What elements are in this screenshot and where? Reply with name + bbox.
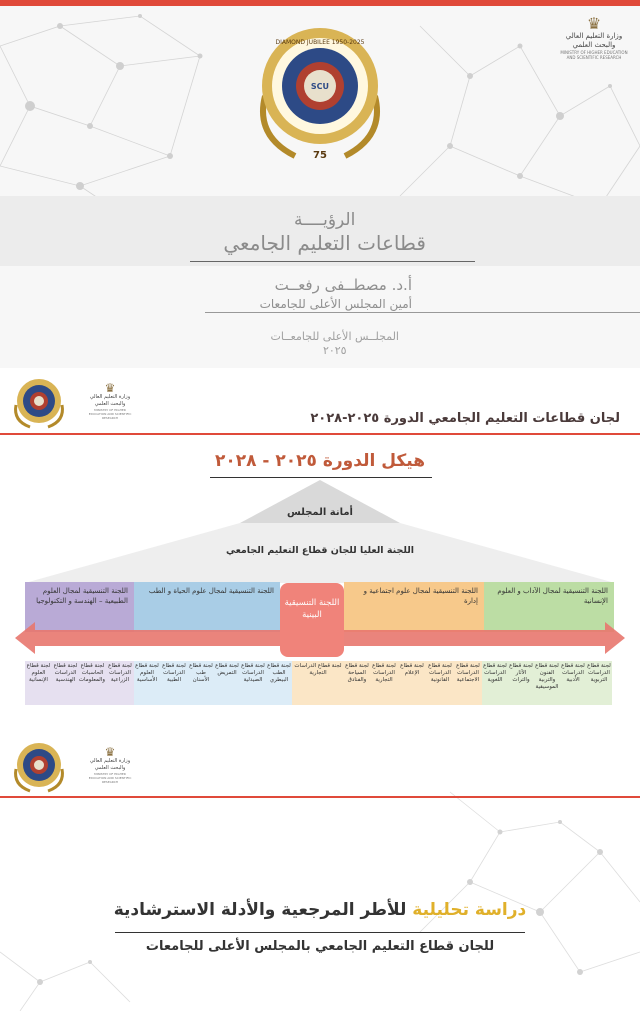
coord-committee-social: اللجنة التنسيقية لمجال علوم اجتماعية و إدارة [344,582,484,632]
jubilee-emblem [245,26,395,166]
sector-committee: لجنة قطاع الإعلام [398,661,426,705]
sector-committee: لجنة قطاع الدراسات التجارية [292,661,344,705]
jubilee-banner: DIAMOND JUBILEE 1950-2025 [275,39,365,46]
study-title-rest: للأطر المرجعية والأدلة الاسترشادية [113,900,407,920]
sector-committee: لجنة قطاع طب الأسنان [188,661,214,705]
footer-org: المجلــس الأعلى للجامعــات [270,330,399,343]
sector-committee: لجنة قطاع الدراسات التجارية [370,661,398,705]
slide1-title [223,210,426,256]
ministry-logo: ♛ وزارة التعليم العالي والبحث العلمي MINISTRY OF HIGHER EDUCATION AND SCIENTIFIC RESEARCH [556,16,632,60]
jubilee-years: 75 [313,150,327,161]
sector-committee: لجنة قطاع العلوم الأساسية [134,661,160,705]
sector-committee: لجنة قطاع السياحة والفنادق [344,661,370,705]
sector-committee: لجنة قطاع الدراسات التربوية [586,661,612,705]
vision-title: الرؤيــــة [294,210,356,230]
pyramid-top-label: أمانة المجلس [287,507,353,518]
coord-committee-humanities: اللجنة التنسيقية لمجال الآداب و العلوم الإنسانية [484,582,614,632]
slide2-heading: لجان قطاعات التعليم الجامعي الدورة ٢٠٢٥-٢٠٢٨ [310,411,620,426]
sector-committees [0,370,640,730]
pyramid-mid-label: اللجنة العليا للجان قطاع التعليم الجامعي [225,545,415,556]
sector-committee: لجنة قطاع الدراسات الأدبية [560,661,586,705]
coord-committee-life: اللجنة التنسيقية لمجال علوم الحياة و الطب [134,582,280,632]
slide-title [0,6,640,368]
study-title-underline [115,932,525,933]
sector-committee: لجنة قطاع التمريض [214,661,240,705]
sector-committee: لجنة قطاع الدراسات الصيدلية [240,661,266,705]
slide1-footer [271,330,399,358]
sector-committee: لجنة قطاع الحاسبات والمعلومات [79,661,106,705]
jubilee-emblem-small [10,741,68,793]
sector-committee: لجنة قطاع الدراسات القانونية [426,661,454,705]
study-title-highlight: دراسة تحليلية [412,900,527,920]
slide-structure [0,370,640,730]
presenter-position: أمين المجلس الأعلى للجامعات [259,297,412,311]
slide-study [0,732,640,1011]
title-divider [190,261,475,262]
sector-committee: لجنة قطاع الدراسات الزراعية [106,661,134,705]
sector-committee: لجنة قطاع الدراسات اللغوية [482,661,508,705]
study-title [0,900,640,920]
slide4-divider [0,796,640,798]
sector-committee: لجنة قطاع الدراسات الطبية [160,661,188,705]
jubilee-acronym: SCU [310,82,330,91]
sector-committee: لجنة قطاع الآثار والتراث [508,661,534,705]
egypt-eagle-icon: ♛ [104,381,116,395]
footer-year: ٢٠٢٥ [322,344,347,357]
sector-committee: لجنة قطاع الفنون والتربية الموسيقية [534,661,560,705]
structure-title: هيكل الدورة ٢٠٢٥ - ٢٠٢٨ [215,451,425,471]
ministry-logo-small: ♛ وزارة التعليم العالي والبحث العلمي MINISTRY OF HIGHER EDUCATION AND SCIENTIFIC RESEARCH [86,746,134,784]
sector-committee: لجنة قطاع الدراسات الهندسية [52,661,79,705]
presenter-block [260,274,412,312]
name-divider [205,312,640,313]
coord-committee-natural: اللجنة التنسيقية لمجال العلوم الطبيعية – الهندسة و التكنولوجيا [25,582,134,632]
study-subtitle: للجان قطاع التعليم الجامعي بالمجلس الأعلى للجامعات [145,939,495,954]
sector-committee: لجنة قطاع الدراسات الاجتماعية [454,661,482,705]
sectors-title: قطاعات التعليم الجامعي [223,231,426,255]
egypt-eagle-icon: ♛ [586,14,602,33]
sector-committee: لجنة قطاع الطب البيطري [266,661,292,705]
egypt-eagle-icon: ♛ [104,745,116,759]
presenter-name: أ.د. مصطــفى رفعــت [274,276,412,294]
sector-committee: لجنة قطاع العلوم الإنسانية [25,661,52,705]
central-coord-committee: اللجنة التنسيقية البينية [280,583,344,657]
ministry-logo-small: ♛ وزارة التعليم العالي والبحث العلمي MINISTRY OF HIGHER EDUCATION AND SCIENTIFIC RESEARCH [86,382,134,420]
